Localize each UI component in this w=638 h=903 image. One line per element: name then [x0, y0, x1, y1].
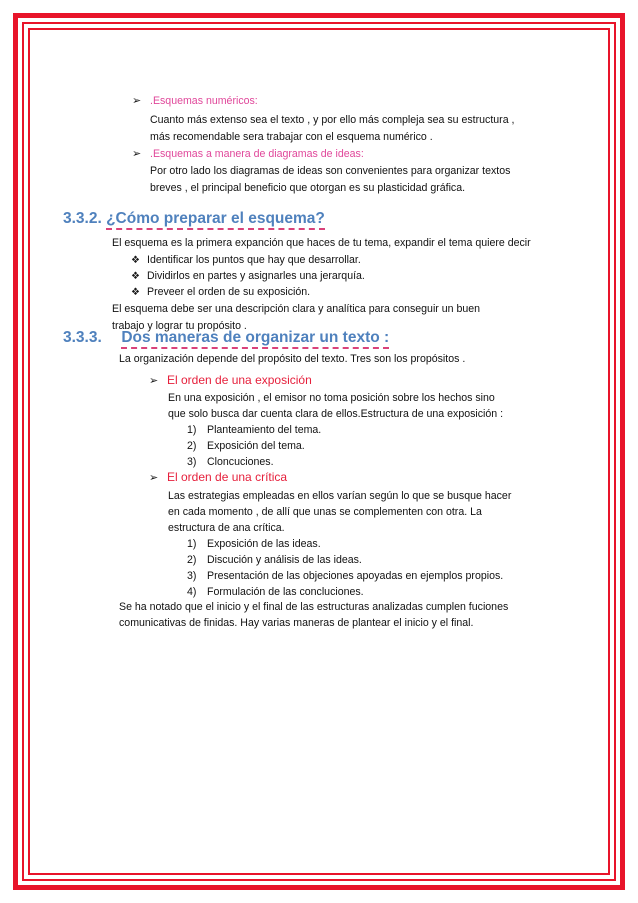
paragraph-line: La organización depende del propósito del texto. Tres son los propósitos .	[119, 353, 466, 365]
ordered-list-item	[187, 438, 305, 455]
ordered-list-item	[187, 422, 321, 439]
section-title: Dos maneras de organizar un texto :	[121, 329, 389, 349]
paragraph-line: Cuanto más extenso sea el texto , y por ello más compleja sea su estructura ,	[150, 114, 515, 126]
paragraph-line: En una exposición , el emisor no toma posición sobre los hechos sino	[168, 392, 495, 404]
section-number: 3.3.3.	[63, 329, 102, 346]
paragraph-line: más recomendable sera trabajar con el esquema numérico .	[150, 131, 433, 143]
list-item	[131, 252, 361, 270]
list-number: 3)	[187, 456, 197, 468]
paragraph-line: trabajo y lograr tu propósito .	[112, 320, 247, 332]
list-number: 1)	[187, 538, 197, 550]
diamond-bullet-icon: ❖	[131, 287, 140, 298]
list-item-orden-exposicion	[149, 372, 312, 389]
ordered-list-item	[187, 568, 503, 585]
list-number: 3)	[187, 570, 197, 582]
section-heading-3-3-2	[63, 209, 325, 229]
list-item-text: Exposición del tema.	[207, 440, 305, 452]
section-heading-3-3-3	[63, 328, 389, 348]
list-item	[131, 268, 365, 286]
item-title: El orden de una crítica	[167, 470, 288, 484]
list-number: 1)	[187, 424, 197, 436]
paragraph-line: Se ha notado que el inicio y el final de las estructuras analizadas cumplen fuciones	[119, 601, 509, 613]
paragraph-line: El esquema debe ser una descripción clara y analítica para conseguir un buen	[112, 303, 481, 315]
arrow-bullet-icon: ➢	[132, 148, 142, 160]
paragraph-line: en cada momento , de allí que unas se complementen con otra. La	[168, 506, 482, 518]
paragraph-line: breves , el principal beneficio que otorgan es su plasticidad gráfica.	[150, 182, 466, 194]
list-item	[131, 284, 310, 302]
paragraph-line: estructura de ana crítica.	[168, 522, 285, 534]
paragraph-line: comunicativas de finidas. Hay varias maneras de plantear el inicio y el final.	[119, 617, 474, 629]
list-item-text: Preveer el orden de su exposición.	[147, 286, 311, 298]
item-title: .Esquemas a manera de diagramas de ideas:	[150, 148, 364, 160]
paragraph-line: que solo busca dar cuenta clara de ellos.Estructura de una exposición :	[168, 408, 504, 420]
list-item-text: Identificar los puntos que hay que desarrollar.	[147, 254, 361, 266]
arrow-bullet-icon: ➢	[149, 472, 159, 484]
section-number: 3.3.2.	[63, 210, 102, 227]
paragraph-line: Por otro lado los diagramas de ideas son convenientes para organizar textos	[150, 165, 511, 177]
item-title: .Esquemas numéricos:	[150, 95, 258, 107]
ordered-list-item	[187, 552, 362, 569]
list-item-esquemas-numericos	[132, 93, 258, 110]
arrow-bullet-icon: ➢	[149, 375, 159, 387]
list-item-orden-critica	[149, 469, 287, 486]
list-item-text: Presentación de las objeciones apoyadas en ejemplos propios.	[207, 570, 504, 582]
ordered-list-item	[187, 536, 321, 553]
list-item-text: Formulación de las concluciones.	[207, 586, 364, 598]
list-number: 2)	[187, 440, 197, 452]
paragraph-line: El esquema es la primera expanción que haces de tu tema, expandir el tema quiere decir	[112, 237, 531, 249]
list-item-esquemas-diagramas	[132, 146, 364, 163]
arrow-bullet-icon: ➢	[132, 95, 142, 107]
list-item-text: Dividirlos en partes y asignarles una jerarquía.	[147, 270, 365, 282]
item-title: El orden de una exposición	[167, 373, 312, 387]
diamond-bullet-icon: ❖	[131, 271, 140, 282]
list-number: 4)	[187, 586, 197, 598]
list-item-text: Exposición de las ideas.	[207, 538, 321, 550]
section-title: ¿Cómo preparar el esquema?	[106, 210, 325, 230]
list-number: 2)	[187, 554, 197, 566]
diamond-bullet-icon: ❖	[131, 255, 140, 266]
list-item-text: Cloncuciones.	[207, 456, 274, 468]
list-item-text: Planteamiento del tema.	[207, 424, 322, 436]
paragraph-line: Las estrategias empleadas en ellos varían según lo que se busque hacer	[168, 490, 512, 502]
list-item-text: Discución y análisis de las ideas.	[207, 554, 362, 566]
